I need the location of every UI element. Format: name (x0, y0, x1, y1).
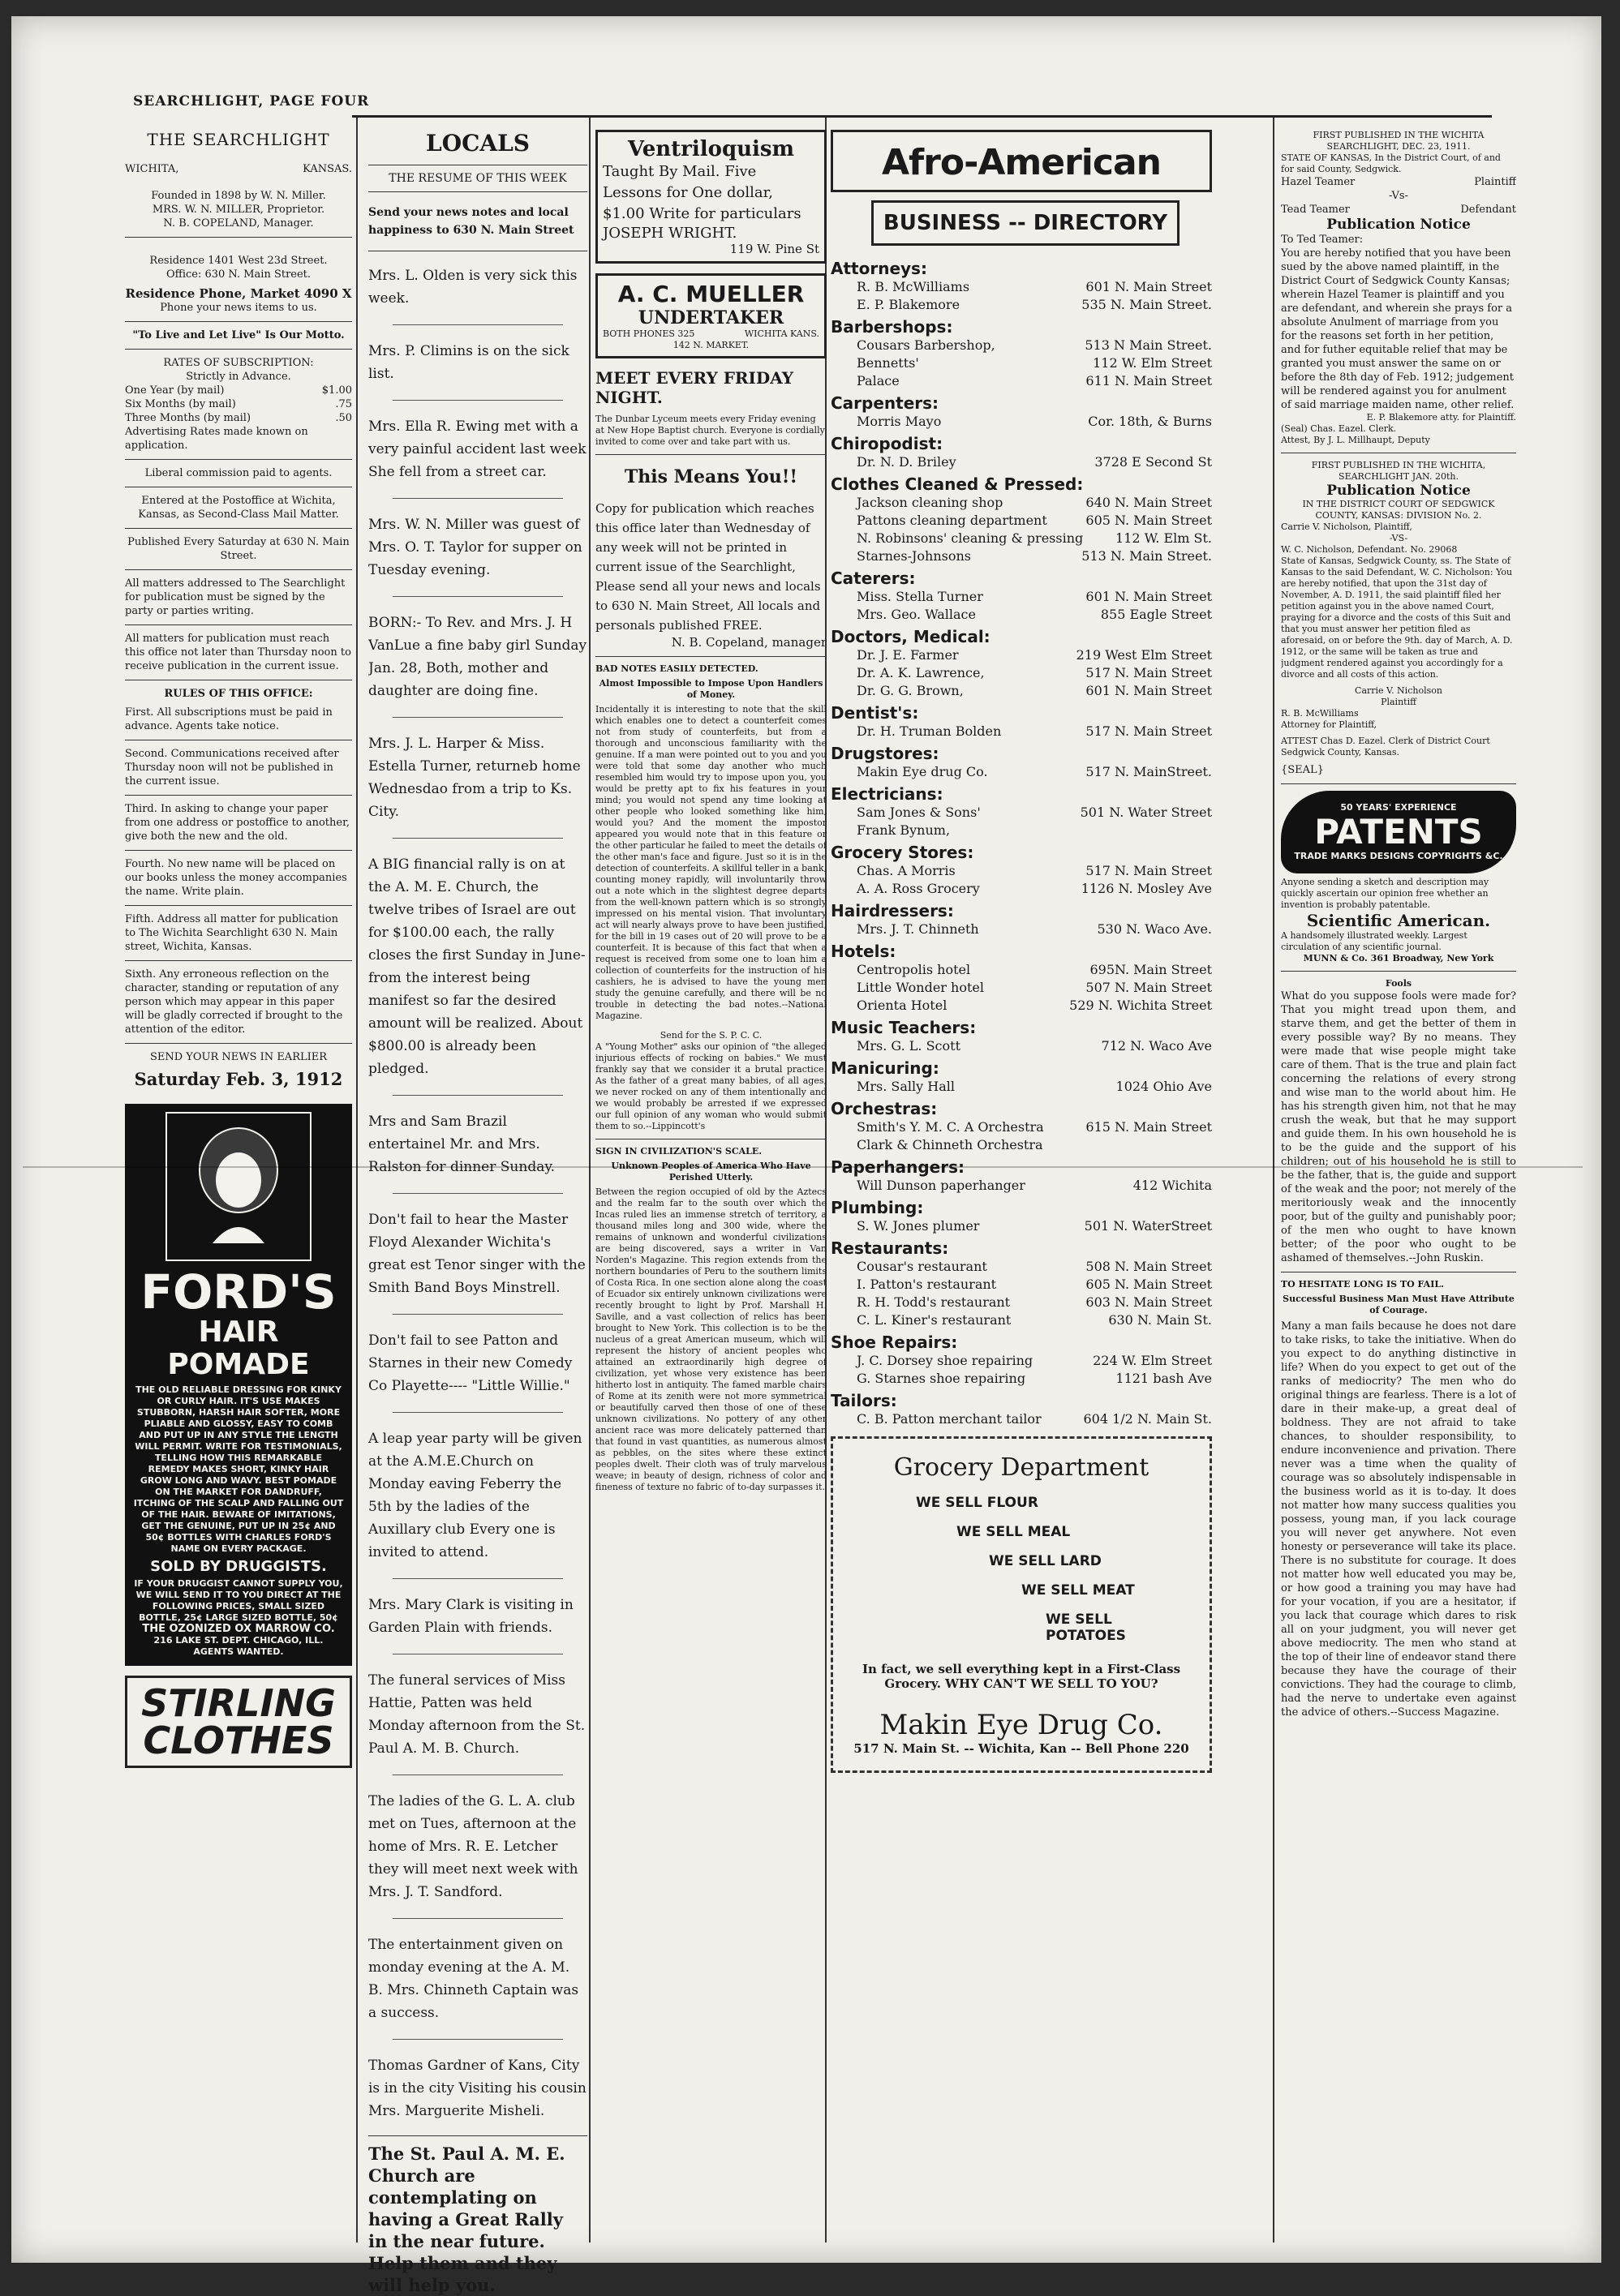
hesitate-sub: Successful Business Man Must Have Attribute of Courage. (1283, 1294, 1515, 1315)
rule-item: Fifth. Address all matter for publication to The Wichita Searchlight 630 N. Main street, Wichita, Kansas. (125, 913, 338, 953)
directory-category: Chiropodist: (831, 434, 943, 453)
directory-entry (831, 921, 1212, 938)
grocery-tagline: In fact, we sell everything kept in a First-Class Grocery. WHY CAN'T WE SELL TO YOU? (862, 1662, 1181, 1691)
pomade-supply: IF YOUR DRUGGIST CANNOT SUPPLY YOU, WE WILL SEND IT TO YOU DIRECT AT THE FOLLOWING PRICES, SMALL SIZED BOTTLE, 25¢ LARGE SIZED BOTTLE, 50¢ (134, 1578, 343, 1623)
entry-address: 601 N. Main Street (1085, 279, 1212, 294)
entry-address: 412 Wichita (1132, 1178, 1212, 1193)
masthead-motto: "To Live and Let Live" Is Our Motto. (132, 329, 345, 341)
directory-entry (831, 1311, 1212, 1329)
entry-name: Dr. G. G. Brown, (857, 683, 964, 698)
directory-category: Restaurants: (831, 1238, 949, 1258)
ventriloquism-ad: Ventriloquism Taught By Mail. Five Lessons for One dollar, $1.00 Write for particulars JOSEPH WRIGHT. 119 W. Pine St (595, 130, 827, 264)
top-rule (352, 115, 1492, 118)
civ-title: SIGN IN CIVILIZATION'S SCALE. (595, 1146, 763, 1157)
directory-category: Grocery Stores: (831, 843, 974, 862)
civ-sub: Unknown Peoples of America Who Have Perished Utterly. (611, 1161, 811, 1182)
pomade-product: HAIR POMADE (167, 1315, 310, 1381)
masthead-founded: Founded in 1898 by W. N. Miller. (151, 190, 326, 202)
directory-entry (831, 337, 1212, 354)
directory-category: Barbershops: (831, 317, 953, 337)
entry-address: 517 N. MainStreet. (1085, 764, 1212, 779)
notice1-title: Publication Notice (1326, 217, 1471, 233)
pomade-ad (125, 1104, 352, 1666)
grocery-title: Grocery Department (893, 1453, 1149, 1482)
directory-entry (831, 588, 1212, 606)
entry-name: Chas. A Morris (857, 863, 956, 878)
entry-address: 219 West Elm Street (1076, 647, 1212, 663)
entry-address: 501 N. WaterStreet (1084, 1218, 1212, 1234)
locals-intro: Send your news notes and local happiness to 630 N. Main Street (368, 206, 574, 237)
locals-list (368, 258, 587, 2129)
directory-category: Electricians: (831, 784, 943, 804)
masthead-proprietor: MRS. W. N. MILLER, Proprietor. (152, 204, 325, 216)
rule-item: All matters addressed to The Searchlight for publication must be signed by the party or parties writing. (125, 577, 346, 617)
rule-item: Third. In asking to change your paper from one address or postoffice to another, give both the new and the old. (125, 803, 350, 843)
entry-name: Pattons cleaning department (857, 513, 1047, 528)
scientific-american: Scientific American. (1306, 911, 1491, 930)
directory-entry (831, 296, 1212, 314)
mueller-undertaker-ad: A. C. MUELLER UNDERTAKER BOTH PHONES 325 WICHITA KANS. 142 N. MARKET. (595, 273, 827, 358)
entry-address: 513 N. Main Street. (1081, 548, 1212, 564)
locals-column (368, 130, 587, 2296)
entry-address: 1126 N. Mosley Ave (1081, 881, 1212, 896)
entry-address: 508 N. Main Street (1085, 1259, 1212, 1274)
ad-rates: Advertising Rates made known on application. (125, 426, 308, 452)
newspaper-page (11, 16, 1601, 2295)
column-divider (589, 118, 591, 2242)
entry-address: Cor. 18th, & Burns (1088, 414, 1212, 429)
directory-entry (831, 1037, 1212, 1055)
notice2-body: State of Kansas, Sedgwick County, ss. The State of Kansas to the said Defendant, W. C. Nicholson: You are hereby notified, that upon the 31st day of November, A. D. 1911, the said plaintiff filed her petition against you in the above named Court, praying for a divorce and the costs of this Suit and that you must answer her petition filed as aforesaid, on or before the 9th. day of March, A. D. 1912, or the same will be taken as true and judgment rendered against you accordingly for a divorce and all costs of this action. (1281, 556, 1513, 680)
patents-ad: 50 YEARS' EXPERIENCE PATENTS TRADE MARKS DESIGNS COPYRIGHTS &C. (1281, 791, 1516, 873)
local-item: Mrs. W. N. Miller was guest of Mrs. O. T. Taylor for supper on Tuesday evening. (368, 517, 582, 578)
directory-category: Orchestras: (831, 1099, 938, 1118)
local-item: Don't fail to hear the Master Floyd Alexander Wichita's great est Tenor singer with the Smith Band Boys Minstrell. (368, 1212, 586, 1296)
entry-name: Cousar's restaurant (857, 1259, 987, 1274)
entry-address: 855 Eagle Street (1100, 607, 1212, 622)
masthead-office: Office: 630 N. Main Street. (165, 268, 312, 281)
local-item: The funeral services of Miss Hattie, Patten was held Monday afternoon from the St. Paul A. M. B. Church. (368, 1672, 586, 1757)
grocery-company: Makin Eye Drug Co. (879, 1709, 1163, 1741)
entry-address: 535 N. Main Street. (1081, 297, 1212, 312)
pomade-body: THE OLD RELIABLE DRESSING FOR KINKY OR CURLY HAIR. IT'S USE MAKES STUBBORN, HARSH HAIR SOFTER, MORE PLIABLE AND GLOSSY, EASY TO COMB AND PUT UP IN ANY STYLE THE LENGTH WILL PERMIT. WRITE FOR TESTIMONIALS, TELLING HOW THIS REMARKABLE REMEDY MAKES SHORT, KINKY HAIR GROW LONG AND WAVY. BEST POMADE ON THE MARKET FOR DANDRUFF, ITCHING OF THE SCALP AND FALLING OUT OF THE HAIR. BEWARE OF IMITATIONS, GET THE GENUINE, PUT UP IN 25¢ AND 50¢ BOTTLES WITH CHARLES FORD'S NAME ON EVERY PACKAGE. (133, 1384, 344, 1554)
directory-entry (831, 1276, 1212, 1294)
local-divider (393, 2039, 563, 2040)
rule-item: Fourth. No new name will be placed on our books unless the money accompanies the name. Write plain. (125, 858, 347, 898)
entry-name: Mrs. Geo. Wallace (857, 607, 976, 622)
pomade-brand: FORD'S (140, 1264, 337, 1320)
entry-name: Dr. A. K. Lawrence, (857, 665, 985, 680)
directory-entry (831, 278, 1212, 296)
pomade-address: 216 LAKE ST. DEPT. CHICAGO, ILL. (153, 1635, 324, 1646)
rates-title: RATES OF SUBSCRIPTION: (163, 357, 314, 369)
directory-category: Attorneys: (831, 259, 927, 278)
entry-address: 529 N. Wichita Street (1069, 998, 1212, 1013)
directory-entry (831, 1370, 1212, 1388)
entry-name: Miss. Stella Turner (857, 589, 983, 604)
local-item: The entertainment given on monday evening at the A. M. B. Mrs. Chinneth Captain was a success. (368, 1937, 579, 2021)
page-header: SEARCHLIGHT, PAGE FOUR (133, 93, 370, 109)
portrait-illustration (165, 1112, 312, 1261)
hesitate-title: TO HESITATE LONG IS TO FAIL. (1281, 1279, 1444, 1290)
masthead-title: THE SEARCHLIGHT (147, 130, 330, 149)
directory-entry (831, 1217, 1212, 1235)
directory-entry (831, 354, 1212, 372)
rule-item: Sixth. Any erroneous reflection on the character, standing or reputation of any person which may appear in this paper will be gladly corrected if brought to the attention of the editor. (125, 968, 343, 1036)
notice2-pub: FIRST PUBLISHED IN THE WICHITA, SEARCHLIGHT JAN. 20th. (1311, 460, 1486, 482)
directory-entry (831, 804, 1212, 822)
local-divider (393, 838, 563, 839)
fools-title: Fools (1385, 978, 1412, 989)
bad-notes-title: BAD NOTES EASILY DETECTED. (595, 663, 758, 674)
entry-name: I. Patton's restaurant (857, 1277, 997, 1292)
stirling-clothes-ad: STIRLING CLOTHES (125, 1676, 352, 1768)
paper-fold-line (23, 1166, 1583, 1168)
directory-category: Hairdressers: (831, 901, 954, 921)
grocery-address: 517 N. Main St. -- Wichita, Kan -- Bell Phone 220 (853, 1741, 1189, 1756)
ads-articles-column (595, 130, 827, 1493)
directory-entry (831, 1136, 1212, 1154)
entry-address: 615 N. Main Street (1085, 1119, 1212, 1135)
entry-name: Mrs. J. T. Chinneth (857, 921, 979, 937)
directory-category: Plumbing: (831, 1198, 924, 1217)
entry-address: 224 W. Elm Street (1093, 1353, 1212, 1368)
entry-name: R. H. Todd's restaurant (857, 1294, 1011, 1310)
directory-entry (831, 453, 1212, 471)
local-item: Mrs. L. Olden is very sick this week. (368, 268, 578, 307)
entry-address: 640 N. Main Street (1085, 495, 1212, 510)
entry-name: J. C. Dorsey shoe repairing (857, 1353, 1033, 1368)
local-divider (393, 596, 563, 597)
directory-category: Manicuring: (831, 1058, 939, 1078)
directory-entry (831, 606, 1212, 624)
entry-name: Centropolis hotel (857, 962, 971, 977)
rally-notice: The St. Paul A. M. E. Church are contemplating on having a Great Rally in the near future. Help them and they will help you. (368, 2144, 565, 2295)
means-sign: N. B. Copeland, manager (671, 635, 827, 650)
hesitate-body: Many a man fails because he does not dare to take risks, to take the initiative. When do you expect to do anything distinctive in life? When do you expect to get out of the ranks of mediocrity? The men who do original things are fearless. There is a lot of dare in their make-up, a great deal of boldness. They are not afraid to take chances, to shoulder responsibility, to endure inconvenience and privation. There never was a time when the quality of courage was so absolutely indispensable in the business world as it is to-day. It does not matter how many success qualities you possess, young man, if you lack courage you will never get anywhere. Not even honesty or perseverance will take its place. There is no substitute for courage. It does not matter how well educated you may be, or how good a training you may have had for your vocation, if you are a hesitator, if you lack that courage which dares to risk all on your judgment, you will never get above mediocrity. The men who stand at the top of their line of endeavor stand there because they have the courage of their convictions. They had the courage to climb, had the nerve to undertake even against the advice of others.--Success Magazine. (1281, 1320, 1516, 1719)
entry-name: Mrs. Sally Hall (857, 1079, 955, 1094)
local-item: Mrs and Sam Brazil entertainel Mr. and Mrs. Ralston for dinner Sunday. (368, 1114, 556, 1175)
directory-entry (831, 1118, 1212, 1136)
masthead-place: WICHITA, KANSAS. (125, 163, 352, 175)
entry-name: Dr. N. D. Briley (857, 454, 956, 470)
entry-address: 517 N. Main Street (1085, 723, 1212, 739)
entry-name: G. Starnes shoe repairing (857, 1371, 1026, 1386)
entry-address: 517 N. Main Street (1085, 665, 1212, 680)
entry-name: Cousars Barbershop, (857, 337, 995, 353)
entry-name: Sam Jones & Sons' (857, 805, 981, 820)
directory-entry (831, 723, 1212, 740)
entry-name: Little Wonder hotel (857, 980, 984, 995)
directory-list (831, 259, 1212, 1428)
column-divider (1273, 118, 1274, 2242)
directory-entry (831, 961, 1212, 979)
entry-address: 605 N. Main Street (1085, 1277, 1212, 1292)
rate-row: One Year (by mail) $1.00 (125, 384, 352, 397)
issue-date: Saturday Feb. 3, 1912 (134, 1069, 343, 1089)
directory-category: Caterers: (831, 569, 916, 588)
directory-category: Dentist's: (831, 703, 919, 723)
entry-address: 1024 Ohio Ave (1115, 1079, 1212, 1094)
entry-name: R. B. McWilliams (857, 279, 970, 294)
masthead-column (125, 130, 352, 1768)
entry-address: 712 N. Waco Ave (1101, 1038, 1212, 1054)
entry-name: N. Robinsons' cleaning & pressing (857, 530, 1084, 546)
meet-body: The Dunbar Lyceum meets every Friday evening at New Hope Baptist church. Everyone is cordially invited to come over and take part with us. (595, 414, 825, 447)
means-title: This Means You!! (624, 466, 798, 487)
masthead-manager: N. B. COPELAND, Manager. (163, 217, 314, 230)
local-item: A BIG financial rally is on at the A. M. E. Church, the twelve tribes of Israel are out for $100.00 each, the rally closes the first Sunday in June- from the interest being manifest so far the desired amount will be realized. About $800.00 is already been pledged. (368, 856, 586, 1077)
entry-name: Dr. J. E. Farmer (857, 647, 959, 663)
local-divider (393, 1578, 563, 1579)
local-divider (393, 324, 563, 325)
entry-name: Orienta Hotel (857, 998, 948, 1013)
entry-name: Will Dunson paperhanger (857, 1178, 1025, 1193)
entry-address: 611 N. Main Street (1085, 373, 1212, 388)
masthead-residence: Residence 1401 West 23d Street. (149, 255, 328, 267)
meet-title: MEET EVERY FRIDAY NIGHT. (595, 368, 794, 407)
local-item: BORN:- To Rev. and Mrs. J. H VanLue a fine baby girl Sunday Jan. 28, Both, mother and daughter are doing fine. (368, 615, 587, 699)
local-divider (393, 1314, 563, 1315)
entry-address: 604 1/2 N. Main St. (1083, 1411, 1212, 1427)
local-item: Mrs. P. Climins is on the sick list. (368, 343, 569, 382)
entry-name: Smith's Y. M. C. A Orchestra (857, 1119, 1044, 1135)
commission-note: Liberal commission paid to agents. (144, 467, 333, 479)
directory-entry (831, 1258, 1212, 1276)
local-item: Don't fail to see Patton and Starnes in their new Comedy Co Playette---- "Little Willie." (368, 1333, 573, 1394)
pomade-agents: AGENTS WANTED. (193, 1646, 284, 1657)
entry-address: 112 W. Elm Street (1093, 355, 1212, 371)
directory-entry (831, 646, 1212, 664)
directory-entry (831, 547, 1212, 565)
local-item: Mrs. J. L. Harper & Miss. Estella Turner, returneb home Wednesdao from a trip to Ks. City. (368, 736, 581, 820)
rule-item: All matters for publication must reach this office not later than Thursday noon to receive publication in the current issue. (125, 633, 351, 672)
directory-entry (831, 1177, 1212, 1195)
entry-name: Frank Bynum, (857, 822, 951, 838)
entry-name: C. L. Kiner's restaurant (857, 1312, 1012, 1328)
directory-entry (831, 530, 1212, 547)
entry-name: S. W. Jones plumer (857, 1218, 980, 1234)
locals-subtitle: THE RESUME OF THIS WEEK (389, 172, 567, 185)
entry-name: Clark & Chinneth Orchestra (857, 1137, 1043, 1152)
entry-name: C. B. Patton merchant tailor (857, 1411, 1042, 1427)
entry-name: Jackson cleaning shop (857, 495, 1003, 510)
local-item: Thomas Gardner of Kans, City is in the city Visiting his cousin Mrs. Marguerite Misheli. (368, 2058, 587, 2119)
masthead-phone-note: Phone your news items to us. (160, 302, 317, 314)
directory-entry (831, 1078, 1212, 1096)
local-item: Mrs. Ella R. Ewing met with a very painful accident last week She fell from a street car. (368, 418, 587, 480)
entry-address: 507 N. Main Street (1085, 980, 1212, 995)
entry-name: A. A. Ross Grocery (857, 881, 980, 896)
directory-category: Music Teachers: (831, 1018, 977, 1037)
directory-entry (831, 664, 1212, 682)
directory-category: Shoe Repairs: (831, 1333, 958, 1352)
local-item: Mrs. Mary Clark is visiting in Garden Plain with friends. (368, 1597, 574, 1636)
entry-name: Morris Mayo (857, 414, 942, 429)
directory-category: Carpenters: (831, 393, 939, 413)
directory-entry (831, 512, 1212, 530)
entry-name: Mrs. G. L. Scott (857, 1038, 961, 1054)
entry-address: 513 N Main Street. (1085, 337, 1212, 353)
directory-entry (831, 494, 1212, 512)
local-item: The ladies of the G. L. A. club met on Tues, afternoon at the home of Mrs. R. E. Letcher they will meet next week with Mrs. J. T. Sandford. (368, 1793, 578, 1900)
directory-entry (831, 372, 1212, 390)
civ-body: Between the region occupied of old by the Aztecs and the realm far to the south over which the Incas ruled lies an immense stretch of territory, a thousand miles long and 300 wide, where the remains of unknown and wonderful civilizations are being discovered, says a writer in Van Norden's Magazine. This region extends from the northern boundaries of Peru to the southern limits of Costa Rica. In one section alone along the coast of Ecuador six entirely unknown civilizations were recently brought to light by Prof. Marshall H. Saville, and a vast collection of relics has been brought to New York. This collection is to be the nucleus of a great American museum, which will represent the history of ancient peoples who attained an extraordinarily high degree of civilization, yet whose very existence has been hitherto lost in antiquity. The famed marble chairs of Rome at its zenith were not more symmetrical or beautifully carved then those of one of these unknown civilizations. No pottery of any other ancient race was more delicately patterned than that found in vast quantities, as numerous almost as pebbles, on the sites where these extinct peoples dwelt. Their cloth was of truly marvelous weave; in beauty of design, richness of color and fineness of texture no fabric of to-day surpasses it. (595, 1187, 827, 1492)
directory-entry (831, 763, 1212, 781)
directory-subtitle: BUSINESS -- DIRECTORY (871, 200, 1180, 246)
entry-address: 1121 bash Ave (1115, 1371, 1212, 1386)
fools-body: What do you suppose fools were made for? That you might tread upon them, and starve them, and get the better of them in every possible way? By no means. They were made that wise people might take care of them. That is the true and plain fact concerning the relations of every strong and wise man to the world about him. He has his strength given him, not that he may crush the weak, but that he may support and guide them. In his own household he is to be the guide and the support of his children; out of his household he is still to be the father, that is, the guide and support of the weak and the poor; not merely of the meritoriously weak and the innocently poor, but of the guilty and punishably poor; of the men who ought to have known better; of the poor who ought to be ashamed of themselves.--John Ruskin. (1281, 990, 1516, 1264)
directory-title: Afro-American (831, 130, 1212, 192)
local-divider (393, 400, 563, 401)
entry-address: 605 N. Main Street (1085, 513, 1212, 528)
pomade-company: THE OZONIZED OX MARROW CO. (142, 1623, 335, 1635)
entry-address: 112 W. Elm St. (1115, 530, 1212, 546)
directory-category: Tailors: (831, 1391, 897, 1410)
local-item: A leap year party will be given at the A.M.E.Church on Monday eaving Feberry the 5th by the ladies of the Auxillary club Every one is invited to attend. (368, 1431, 582, 1560)
directory-category: Clothes Cleaned & Pressed: (831, 474, 1084, 494)
entry-name: Bennetts' (857, 355, 919, 371)
entry-address: 603 N. Main Street (1085, 1294, 1212, 1310)
directory-category: Doctors, Medical: (831, 627, 990, 646)
entry-address: 630 N. Main St. (1108, 1312, 1212, 1328)
directory-entry (831, 413, 1212, 431)
entry-name: Starnes-Johnsons (857, 548, 971, 564)
directory-category: Paperhangers: (831, 1157, 965, 1177)
rate-row: Six Months (by mail) .75 (125, 398, 352, 410)
grocery-ad: Grocery Department WE SELL FLOUR WE SELL MEAL WE SELL LARD WE SELL MEAT WE SELL POTATOES In fact, we sell everything kept in a First-Class Grocery. WHY CAN'T WE SELL TO YOU? Makin Eye Drug Co. 517 N. Main St. -- Wichita, Kan -- Bell Phone 220 (831, 1436, 1212, 1773)
directory-category: Hotels: (831, 942, 896, 961)
woman-portrait-icon (190, 1122, 287, 1251)
rule-item: Second. Communications received after Thursday noon will not be published in the current issue. (125, 748, 339, 788)
directory-entry (831, 682, 1212, 700)
directory-entry (831, 1352, 1212, 1370)
directory-entry (831, 822, 1212, 839)
directory-entry (831, 1410, 1212, 1428)
local-divider (393, 1193, 563, 1194)
notices-column: FIRST PUBLISHED IN THE WICHITA SEARCHLIGHT, DEC. 23, 1911. STATE OF KANSAS, In the District Court, of and for said County, Sedgwick. Hazel Teamer Plaintiff -Vs- Tead Teamer Defendant Publication Notice To Ted Teamer: You are hereby notified that you have been sued by the above named plaintiff, in the District Court of Sedgwick County Kansas; wherein Hazel Teamer is plaintiff and you are defendant, and wherein she prays for a absolute Anulment of marriage from you for the reasons set forth in her petition, and for futher equitable relief that may be granted you must answer the same on or before the 8th day of Feb. 1912; judgement will be rendered against you for anulment of said marriage maiden name, other relief. E. P. Blakemore atty. for Plaintiff. (Seal) Chas. Eazel. Clerk. Attest, By J. L. Millhaupt, Deputy FIRST PUBLISHED IN THE WICHITA, SEARCHLIGHT JAN. 20th. Publication Notice IN THE DISTRICT COURT OF SEDGWICK COUNTY, KANSAS: DIVISION No. 2. Carrie V. Nicholson, Plaintiff, -VS- W. C. Nicholson, Defendant. No. 29068 State of Kansas, Sedgwick County, ss. The State of Kansas to the said Defendant, W. C. Nicholson: You are hereby notified, that upon the 31st day of November, A. D. 1911, the said plaintiff filed her petition against you in the above named Court, praying for a divorce and the costs of this Suit and that you must answer her petition filed as aforesaid, on or before the 9th. day of March, A. D. 1912, or the same will be taken as true and judgment rendered against you accordingly for a divorce and all costs of this action. Carrie V. Nicholson Plaintiff R. B. McWilliams Attorney for Plaintiff, ATTEST Chas D. Eazel. Clerk of District Court Sedgwick County, Kansas. {SEAL} 50 YEARS' EXPERIENCE PATENTS TRADE MARKS DESIGNS COPYRIGHTS &C. Anyone sending a sketch and description may quickly ascertain our opinion free whether an invention is probably patentable. Scientific American. A handsomely illustrated weekly. Largest circulation of any scientific journal. MUNN & Co. 361 Broadway, New York Fools What do you suppose fools were made for? That you might tread upon them, and starve them, and get the better of them in every possible way? By no means. They were made that wise people might take care of them. That is the true and plain fact concerning the relations of every strong and wise man to the world about him. He has his strength given him, not that he may crush the weak, but that he may support and guide them. In his own household he is to be the guide and the support of his children; out of his household he is still to be the father, that is, the guide and support of the weak and the poor; not merely of the meritoriously weak and the innocently poor, but of the guilty and punishably poor; of the men who ought to have known better; of the poor who ought to be ashamed of themselves.--John Ruskin. TO HESITATE LONG IS TO FAIL. Successful Business Man Must Have Attribute of Courage. Many a man fails because he does not dare to take risks, to take the initiative. When do you expect to do anything distinctive in life? When do you expect to get out of the ranks of mediocrity? The men who do original things are fearless. There is a lot of dare in their make-up, a great deal of boldness. They are not afraid to take chances, to shoulder responsibility, to endure inconvenience and privation. There never was a time when the quality of courage was so absolutely indispensable in the business world as it is to-day. It does not matter how many success qualities you possess, young man, if you lack courage you will never get anywhere. Not even honesty or perseverance will take its place. There is no substitute for courage. It does not matter how well educated you may be, or how good a training you may have had for your vocation, if you are a hesitator, if you lack that courage which dares to risk all on your judgment, you will never get above mediocrity. The men who stand at the top of their line of endeavor stand there because they have the courage of their convictions. They had the courage to climb, had the nerve to undertake even against the advice of others.--Success Magazine. (1281, 130, 1516, 1719)
entry-address: 517 N. Main Street (1085, 863, 1212, 878)
entry-name: Dr. H. Truman Bolden (857, 723, 1002, 739)
directory-entry (831, 997, 1212, 1015)
local-divider (393, 717, 563, 718)
column-divider (356, 118, 358, 2242)
local-divider (393, 1412, 563, 1413)
directory-category: Drugstores: (831, 744, 939, 763)
pomade-sold: SOLD BY DRUGGISTS. (150, 1558, 327, 1575)
notice1-pub: FIRST PUBLISHED IN THE WICHITA SEARCHLIGHT, DEC. 23, 1911. (1313, 130, 1485, 152)
directory-entry (831, 862, 1212, 880)
entry-name: Palace (857, 373, 900, 388)
entry-name: E. P. Blakemore (857, 297, 960, 312)
entry-address: 695N. Main Street (1089, 962, 1212, 977)
directory-entry (831, 880, 1212, 898)
rates-note: Strictly in Advance. (186, 371, 291, 383)
bad-notes-sub: Almost Impossible to Impose Upon Handlers of Money. (599, 678, 823, 700)
spcc-body: A "Young Mother" asks our opinion of "the alleged injurious effects of rocking on babies." We must frankly say that we consider it a brutal practice. As the father of a great many babies, of all ages, we never rocked on any of them intentionally and we would probably be arrested if we expressed our full opinion of any woman who would submit them to so.--Lippincott's (595, 1041, 827, 1131)
directory-column (831, 130, 1212, 1773)
notice2-title: Publication Notice (1326, 483, 1471, 499)
spcc-title: Send for the S. P. C. C. (660, 1030, 763, 1041)
local-divider (393, 498, 563, 499)
entry-address: 601 N. Main Street (1085, 683, 1212, 698)
rule-item: First. All subscriptions must be paid in advance. Agents take notice. (125, 706, 333, 732)
directory-entry (831, 979, 1212, 997)
directory-entry (831, 1294, 1212, 1311)
entry-name: Makin Eye drug Co. (857, 764, 988, 779)
entry-address: 530 N. Waco Ave. (1097, 921, 1212, 937)
entry-address: 3728 E Second St (1094, 454, 1212, 470)
local-divider (393, 1095, 563, 1096)
rules-title: RULES OF THIS OFFICE: (164, 688, 313, 700)
masthead-phone: Residence Phone, Market 4090 X (125, 286, 352, 301)
entered-note: Entered at the Postoffice at Wichita, Kansas, as Second-Class Mail Matter. (138, 495, 339, 521)
rate-row: Three Months (by mail) .50 (125, 412, 352, 424)
send-news-note: SEND YOUR NEWS IN EARLIER (149, 1051, 328, 1063)
entry-address: 501 N. Water Street (1080, 805, 1212, 820)
bad-notes-body: Incidentally it is interesting to note that the skill which enables one to detect a counterfeit comes not from study of counterfeits, but from a thorough and unconscious familiarity with the genuine. If a man were pointed out to you and you were told that some day another who much resembled him would try to impose upon you, you would be pretty apt to fix his features in your mind; you would not spend any time looking at other people who looked something like him, would you? And the moment the impostor appeared you would note that in this feature or the other particular he failed to meet the details of the other man's face and figure. Just so it is in the detection of counterfeits. A skillful teller in a bank, counting money rapidly, will involuntarily throw out a note which in the slightest degree departs from the well-known pattern which is so strongly impressed on his mental vision. That involuntary act will nearly always prove to have been justified, for the bill in 19 cases out of 20 will prove to be a counterfeit. It is because of this fact that when a request is received from some one to loan him a collection of counterfeits for the instruction of his cashiers, he is advised to have the young men study the genuine carefully, and there will be no trouble in detecting the bad notes.--National Magazine. (595, 704, 827, 1021)
local-divider (393, 1918, 563, 1919)
locals-title: LOCALS (426, 130, 530, 157)
notice1-body: You are hereby notified that you have been sued by the above named plaintiff, in the District Court of Sedgwick County Kansas; wherein Hazel Teamer is plaintiff and you are defendant, and wherein she prays for a absolute Anulment of marriage from you for the reasons set forth in her petition, and for futher equitable relief that may be granted you must answer the same on or before the 8th day of Feb. 1912; judgement will be rendered against you for anulment of said marriage maiden name, other relief. (1281, 247, 1515, 411)
entry-address: 601 N. Main Street (1085, 589, 1212, 604)
means-body: Copy for publication which reaches this office later than Wednesday of any week will not be printed in current issue of the Searchlight, Please send all your news and locals to 630 N. Main Street, All locals and personals published FREE. (595, 501, 821, 633)
published-note: Published Every Saturday at 630 N. Main Street. (127, 536, 350, 562)
